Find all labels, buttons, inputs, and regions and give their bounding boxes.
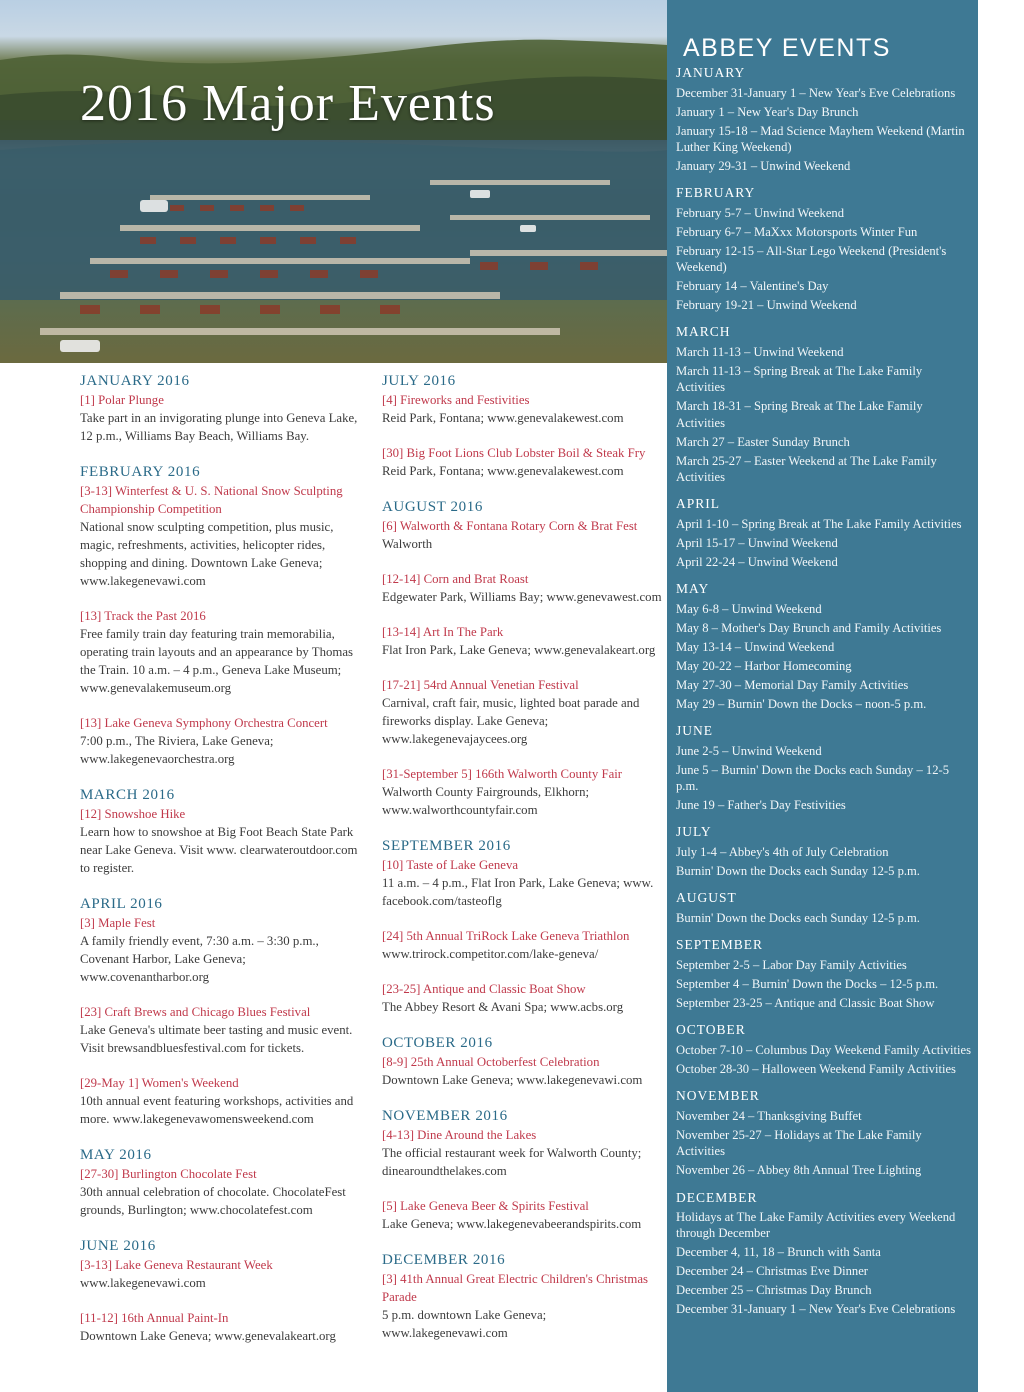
event-entry — [80, 1309, 362, 1345]
event-title: [5] Lake Geneva Beer & Spirits Festival — [382, 1199, 589, 1213]
month-section — [80, 1145, 362, 1219]
sidebar-month-heading: NOVEMBER — [676, 1088, 760, 1104]
event-description: Downtown Lake Geneva; www.genevalakeart.org — [80, 1329, 336, 1343]
sidebar-event-item: May 8 – Mother's Day Brunch and Family Activities — [676, 620, 942, 635]
event-entry — [382, 1270, 664, 1342]
month-heading: NOVEMBER 2016 — [382, 1108, 508, 1124]
event-entry — [80, 391, 362, 445]
event-description: 10th annual event featuring workshops, activities and more. www.lakegenevawomensweekend.com — [80, 1094, 357, 1126]
sidebar-event-item: September 4 – Burnin' Down the Docks – 12-5 p.m. — [676, 977, 939, 991]
sidebar-month-heading: MAY — [676, 581, 710, 597]
sidebar-event-item: April 15-17 – Unwind Weekend — [676, 535, 838, 550]
sidebar-event-item: Burnin' Down the Docks each Sunday 12-5 p.m. — [676, 864, 920, 879]
marina-illustration — [0, 0, 667, 363]
event-description: 7:00 p.m., The Riviera, Lake Geneva; www.lakegenevaorchestra.org — [80, 734, 277, 766]
month-heading: MAY 2016 — [80, 1147, 152, 1163]
event-entry — [80, 1256, 362, 1292]
event-title: [27-30] Burlington Chocolate Fest — [80, 1167, 257, 1181]
event-description: Take part in an invigorating plunge into Geneva Lake, 12 p.m., Williams Bay Beach, Williams Bay. — [80, 411, 361, 443]
event-title: [3] 41th Annual Great Electric Children's Christmas Parade — [382, 1272, 649, 1304]
event-entry — [80, 607, 362, 697]
event-entry — [382, 1126, 664, 1180]
sidebar-event-item: November 25-27 – Holidays at The Lake Family Activities — [676, 1127, 922, 1159]
event-title: [12] Snowshoe Hike — [80, 807, 186, 821]
sidebar-month-heading: JUNE — [676, 723, 713, 739]
event-title: [10] Taste of Lake Geneva — [382, 858, 519, 872]
sidebar-event-item: April 1-10 – Spring Break at The Lake Family Activities — [676, 516, 962, 531]
event-title: [4] Fireworks and Festivities — [382, 393, 530, 407]
sidebar-month-heading: FEBRUARY — [676, 185, 756, 201]
sidebar-event-item: February 12-15 – All-Star Lego Weekend (President's Weekend) — [676, 243, 947, 275]
sidebar-event-item: December 31-January 1 – New Year's Eve Celebrations — [676, 1302, 956, 1317]
sidebar-event-item: April 22-24 – Unwind Weekend — [676, 554, 838, 569]
month-section — [80, 371, 362, 445]
sidebar-event-item: February 19-21 – Unwind Weekend — [676, 298, 857, 313]
sidebar-event-item: March 27 – Easter Sunday Brunch — [676, 434, 850, 449]
event-description: Reid Park, Fontana; www.genevalakewest.com — [382, 464, 624, 478]
sidebar-event-item: July 1-4 – Abbey's 4th of July Celebration — [676, 845, 889, 860]
month-section — [382, 497, 664, 819]
sidebar-event-item: March 11-13 – Spring Break at The Lake Family Activities — [676, 364, 923, 395]
event-description: 11 a.m. – 4 p.m., Flat Iron Park, Lake Geneva; www. facebook.com/tasteoflg — [382, 876, 657, 908]
sidebar-event-list — [676, 63, 972, 1318]
event-description: 5 p.m. downtown Lake Geneva; www.lakegenevawi.com — [382, 1308, 550, 1340]
event-entry — [382, 1197, 664, 1233]
events-column-left — [80, 371, 362, 1362]
sidebar-event-item: May 27-30 – Memorial Day Family Activities — [676, 677, 909, 692]
event-title: [12-14] Corn and Brat Roast — [382, 572, 529, 586]
event-entry — [382, 391, 664, 427]
event-entry — [80, 1003, 362, 1057]
event-title: [3-13] Lake Geneva Restaurant Week — [80, 1258, 273, 1272]
event-title: [13] Lake Geneva Symphony Orchestra Concert — [80, 716, 328, 730]
event-description: Flat Iron Park, Lake Geneva; www.genevalakeart.org — [382, 643, 656, 657]
event-entry — [80, 805, 362, 877]
month-heading: APRIL 2016 — [80, 896, 163, 912]
event-entry — [80, 1074, 362, 1128]
month-section — [80, 785, 362, 877]
event-title: [24] 5th Annual TriRock Lake Geneva Triathlon — [382, 929, 630, 943]
event-description: www.trirock.competitor.com/lake-geneva/ — [382, 947, 599, 961]
event-entry — [382, 676, 664, 748]
sidebar-event-item: November 26 – Abbey 8th Annual Tree Lighting — [676, 1163, 922, 1178]
event-title: [8-9] 25th Annual Octoberfest Celebration — [382, 1055, 600, 1069]
event-description: Lake Geneva; www.lakegenevabeerandspirits.com — [382, 1217, 642, 1231]
sidebar-event-item: Burnin' Down the Docks each Sunday 12-5 p.m. — [676, 911, 920, 926]
sidebar-month-heading: DECEMBER — [676, 1189, 758, 1205]
month-heading: JANUARY 2016 — [80, 373, 190, 389]
event-description: 30th annual celebration of chocolate. ChocolateFest grounds, Burlington; www.chocolatefest.com — [80, 1185, 350, 1217]
sidebar-month-heading: JULY — [676, 824, 712, 840]
sidebar-event-item: June 19 – Father's Day Festivities — [676, 798, 846, 813]
event-description: Free family train day featuring train memorabilia, operating train layouts and an appearance by Thomas the Train. 10 a.m. – 4 p.m., Geneva Lake Museum; www.genevalakemuseum.org — [80, 627, 357, 695]
sidebar-month-heading: AUGUST — [676, 890, 737, 906]
event-title: [23] Craft Brews and Chicago Blues Festival — [80, 1005, 311, 1019]
event-entry — [382, 517, 664, 553]
event-title: [3-13] Winterfest & U. S. National Snow Sculpting Championship Competition — [80, 484, 343, 516]
sidebar-event-item: March 11-13 – Unwind Weekend — [676, 345, 844, 360]
events-column-middle — [382, 371, 664, 1359]
sidebar-event-item: March 18-31 – Spring Break at The Lake Family Activities — [676, 399, 923, 430]
month-heading: OCTOBER 2016 — [382, 1035, 493, 1051]
month-heading: AUGUST 2016 — [382, 499, 483, 515]
event-entry — [382, 765, 664, 819]
event-description: National snow sculpting competition, plus music, magic, refreshments, activities, helicopter rides, shopping and dining. Downtown Lake Geneva; www.lakegenevawi.com — [80, 520, 337, 588]
event-description: The official restaurant week for Walworth County; dinearoundthelakes.com — [382, 1146, 645, 1178]
event-entry — [80, 482, 362, 590]
event-entry — [382, 1053, 664, 1089]
event-entry — [382, 570, 664, 606]
sidebar-title: ABBEY EVENTS — [683, 34, 891, 62]
event-description: www.lakegenevawi.com — [80, 1276, 206, 1290]
month-section — [382, 1033, 664, 1089]
sidebar-event-item: September 2-5 – Labor Day Family Activities — [676, 958, 907, 973]
event-description: Walworth — [382, 537, 433, 551]
month-section — [382, 836, 664, 1016]
event-entry — [80, 714, 362, 768]
sidebar-event-item: September 23-25 – Antique and Classic Boat Show — [676, 995, 935, 1010]
marina-photo — [0, 0, 667, 363]
event-entry — [382, 980, 664, 1016]
month-heading: FEBRUARY 2016 — [80, 464, 201, 480]
month-section — [382, 371, 664, 480]
event-description: Walworth County Fairgrounds, Elkhorn; www.walworthcountyfair.com — [382, 785, 593, 817]
sidebar-month-heading: SEPTEMBER — [676, 937, 764, 953]
month-section — [80, 1236, 362, 1345]
sidebar-event-item: March 25-27 – Easter Weekend at The Lake Family Activities — [676, 453, 937, 484]
sidebar-event-item: February 14 – Valentine's Day — [676, 279, 829, 294]
sidebar-event-item: December 4, 11, 18 – Brunch with Santa — [676, 1245, 881, 1260]
sidebar-event-item: May 13-14 – Unwind Weekend — [676, 639, 835, 654]
event-description: The Abbey Resort & Avani Spa; www.acbs.org — [382, 1000, 624, 1014]
event-description: Carnival, craft fair, music, lighted boat parade and fireworks display. Lake Geneva; www.lakegenevajaycees.org — [382, 696, 643, 746]
sidebar-event-item: May 6-8 – Unwind Weekend — [676, 601, 822, 616]
sidebar-event-item: February 5-7 – Unwind Weekend — [676, 205, 845, 220]
sidebar-event-item: May 20-22 – Harbor Homecoming — [676, 658, 852, 673]
sidebar-month-heading: MARCH — [676, 324, 731, 340]
event-title: [1] Polar Plunge — [80, 393, 164, 407]
event-description: A family friendly event, 7:30 a.m. – 3:30 p.m., Covenant Harbor, Lake Geneva; www.covenantharbor.org — [80, 934, 323, 984]
event-description: Lake Geneva's ultimate beer tasting and music event. Visit brewsandbluesfestival.com for tickets. — [80, 1023, 356, 1055]
event-title: [6] Walworth & Fontana Rotary Corn & Brat Fest — [382, 519, 638, 533]
sidebar-event-item: February 6-7 – MaXxx Motorsports Winter Fun — [676, 224, 918, 239]
month-section — [80, 462, 362, 768]
month-section — [382, 1106, 664, 1233]
sidebar-month-heading: OCTOBER — [676, 1022, 746, 1038]
event-description: Learn how to snowshoe at Big Foot Beach State Park near Lake Geneva. Visit www. clearwateroutdoor.com to register. — [80, 825, 361, 875]
sidebar-event-item: January 1 – New Year's Day Brunch — [676, 104, 859, 119]
event-entry — [80, 1165, 362, 1219]
event-title: [30] Big Foot Lions Club Lobster Boil & Steak Fry — [382, 446, 646, 460]
month-heading: JULY 2016 — [382, 373, 456, 389]
sidebar-month-heading: JANUARY — [676, 65, 746, 80]
event-title: [3] Maple Fest — [80, 916, 156, 930]
sidebar-event-item: May 29 – Burnin' Down the Docks – noon-5 p.m. — [676, 696, 927, 711]
event-title: [31-September 5] 166th Walworth County Fair — [382, 767, 623, 781]
event-description: Downtown Lake Geneva; www.lakegenevawi.com — [382, 1073, 643, 1087]
month-section — [80, 894, 362, 1128]
event-title: [23-25] Antique and Classic Boat Show — [382, 982, 586, 996]
event-entry — [382, 623, 664, 659]
sidebar-event-item: October 7-10 – Columbus Day Weekend Family Activities — [676, 1042, 972, 1057]
event-title: [11-12] 16th Annual Paint-In — [80, 1311, 229, 1325]
event-entry — [80, 914, 362, 986]
event-title: [13-14] Art In The Park — [382, 625, 504, 639]
abbey-events-sidebar — [667, 0, 978, 1392]
event-title: [29-May 1] Women's Weekend — [80, 1076, 239, 1090]
sidebar-month-heading: APRIL — [676, 496, 721, 512]
event-entry — [382, 444, 664, 480]
sidebar-event-item: January 29-31 – Unwind Weekend — [676, 158, 851, 173]
sidebar-event-item: June 5 – Burnin' Down the Docks each Sunday – 12-5 p.m. — [676, 762, 949, 794]
event-title: [13] Track the Past 2016 — [80, 609, 206, 623]
event-description: Edgewater Park, Williams Bay; www.genevawest.com — [382, 590, 662, 604]
sidebar-event-item: December 25 – Christmas Day Brunch — [676, 1283, 872, 1298]
sidebar-event-item: June 2-5 – Unwind Weekend — [676, 743, 822, 758]
sidebar-event-item: Holidays at The Lake Family Activities every Weekend through December — [676, 1210, 956, 1241]
event-title: [4-13] Dine Around the Lakes — [382, 1128, 537, 1142]
sidebar-event-item: January 15-18 – Mad Science Mayhem Weekend (Martin Luther King Weekend) — [676, 123, 965, 154]
event-entry — [382, 856, 664, 910]
sidebar-event-item: December 24 – Christmas Eve Dinner — [676, 1264, 868, 1279]
sidebar-event-item: November 24 – Thanksgiving Buffet — [676, 1108, 862, 1123]
sidebar-event-item: October 28-30 – Halloween Weekend Family Activities — [676, 1061, 956, 1076]
month-heading: JUNE 2016 — [80, 1238, 156, 1254]
month-heading: DECEMBER 2016 — [382, 1252, 506, 1268]
event-entry — [382, 927, 664, 963]
sidebar-event-item: December 31-January 1 – New Year's Eve Celebrations — [676, 85, 956, 100]
event-description: Reid Park, Fontana; www.genevalakewest.com — [382, 411, 624, 425]
month-heading: MARCH 2016 — [80, 787, 175, 803]
month-heading: SEPTEMBER 2016 — [382, 838, 511, 854]
event-title: [17-21] 54rd Annual Venetian Festival — [382, 678, 579, 692]
month-section — [382, 1250, 664, 1342]
page-title: 2016 Major Events — [80, 75, 496, 132]
